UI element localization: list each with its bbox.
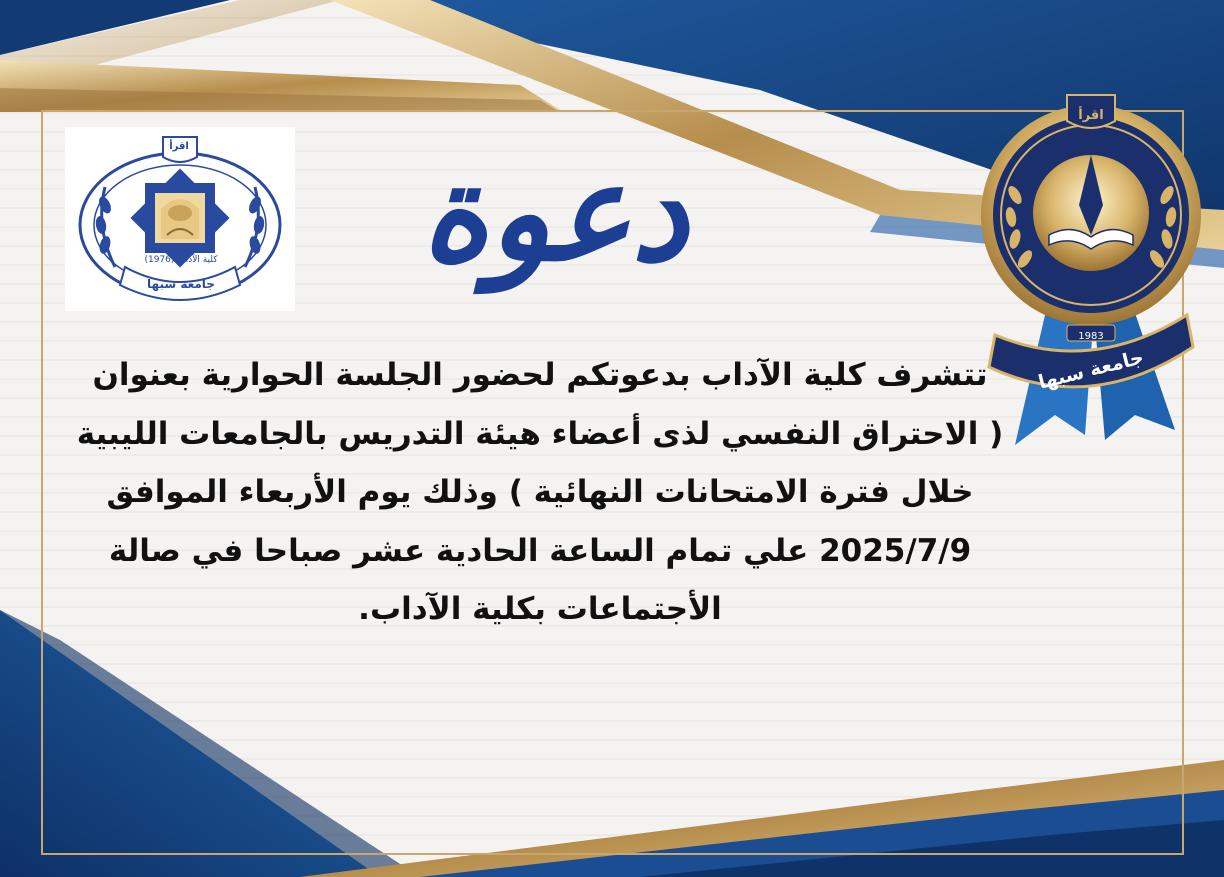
invitation-line-2: ( الاحتراق النفسي لذى أعضاء هيئة التدريس بالجامعات الليبية <box>76 415 1004 452</box>
college-logo-iqra-text: اقرأ <box>169 141 189 152</box>
invitation-title <box>385 118 725 328</box>
invitation-line-1: تتشرف كلية الآداب بدعوتكم لحضور الجلسة الحوارية بعنوان <box>92 357 988 393</box>
badge-year: 1983 <box>1078 331 1104 342</box>
invitation-line-5: الأجتماعات بكلية الآداب. <box>358 591 722 627</box>
badge-university-name: جامعة سبها <box>1036 346 1146 394</box>
college-logo-university: جامعة سبها <box>147 277 215 291</box>
college-logo <box>65 127 295 311</box>
invitation-body <box>60 346 1020 639</box>
invitation-line-4: 2025/7/9 علي تمام الساعة الحادية عشر صباحا في صالة <box>108 532 972 569</box>
invitation-line-3: خلال فترة الامتحانات النهائية ) وذلك يوم الأربعاء الموافق <box>106 474 974 510</box>
badge-iqra-text: اقرأ <box>1078 108 1104 123</box>
invitation-title-text: دعوة <box>421 134 689 292</box>
college-logo-name: كلية الآداب (1976) <box>144 255 218 265</box>
